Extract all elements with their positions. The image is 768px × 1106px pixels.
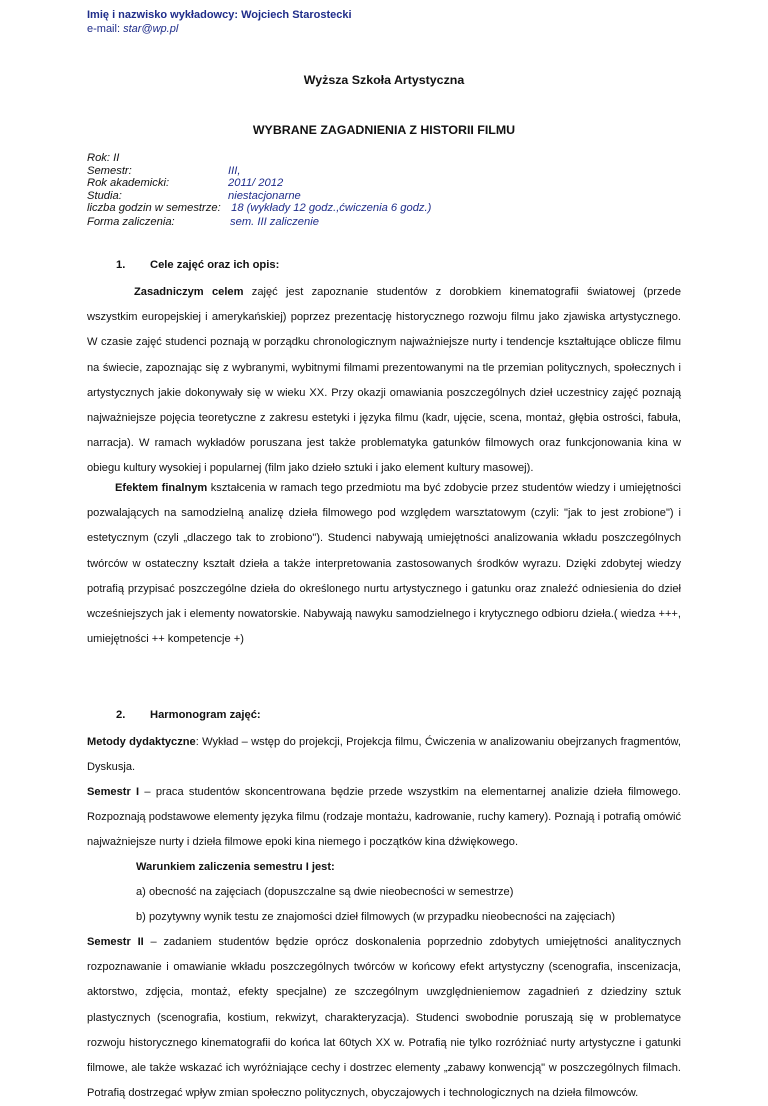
semester-1-paragraph: Semestr I – praca studentów skoncentrowana będzie przede wszystkim na elementarnej analizie dzieła filmowego. Rozpoznają podstawowe elementy języka filmu (rodzaje montażu, kadrowanie, ruchy kamery). Poznają i potrafią omówić najważniejsze nurty i dzieła filmowe epoki kina niemego i początków kina dźwiękowego. — [87, 786, 681, 849]
email-line — [87, 22, 352, 36]
email-link[interactable]: star@wp.pl — [123, 23, 179, 35]
section-heading-1: 1. Cele zajęć oraz ich opis: — [116, 259, 280, 271]
outcome-paragraph: Efektem finalnym kształcenia w ramach tego przedmiotu ma być zdobycie przez studentów wiedzy i umiejętności pozwalających na samodzielną analizę dzieła filmowego pod względem warsztatowym (czyli: "jak to jest zrobione") i estetycznym (czyli „dlaczego tak to zrobiono"). Studenci nabywają umiejętności analizowania wkładu poszczególnych twórców w ostateczny kształt dzieła a także interpretowania zastosowanych środków wyrazu. Dzięki zdobytej wiedzy potrafią przypisać poszczególne dzieła do określonego nurtu artystycznego i gatunku oraz znaleźć odniesienia do dzieł wcześniejszych jak i elementy nowatorskie. Nabywają nawyku samodzielnego i krytycznego odbioru dzieła.( wiedza +++, umiejętności ++ kompetencje +) — [87, 482, 682, 646]
goals-paragraph: Zasadniczym celem zajęć jest zapoznanie studentów z dorobkiem kinematografii światowej (przede wszystkim europejskiej i amerykańskiej) poprzez prezentację historycznego rozwoju filmu jako zjawiska artystycznego. W czasie zajęć studenci poznają w porządku chronologicznym najważniejsze nurty i tendencje kształtujące oblicze filmu na świecie, zapoznając się z wybranymi, wybitnymi filmami prezentowanymi na tle przemian politycznych, społecznych i artystycznych jakie dokonywały się w wieku XX. Przy okazji omawiania poszczególnych dzieł uczestnicy zajęć poznają najważniejsze pojęcia teoretyczne z zakresu estetyki i języka filmu (kadr, ujęcie, scena, montaż, głębia ostrości, fabuła, narracja). W ramach wykładów poruszana jest także problematyka gatunków filmowych oraz funkcjonowania kina w obiegu kultury wysokiej i popularnej (film jako dzieło sztuki i jako element kultury masowej). — [87, 286, 681, 475]
section-heading-2: 2. Harmonogram zajęć: — [116, 709, 261, 721]
form-label: Forma zaliczenia: — [87, 216, 175, 228]
meta-row: Rok akademicki: 2011/ 2012 — [87, 177, 284, 190]
lecturer-label: Imię i nazwisko wykładowcy: — [87, 9, 238, 21]
meta-row: Semestr: III, — [87, 164, 241, 177]
school-name: Wyższa Szkoła Artystyczna — [303, 73, 465, 87]
form-value: sem. III zaliczenie — [230, 216, 319, 228]
meta-row: Rok: II — [87, 152, 120, 164]
lecturer-header — [87, 8, 352, 36]
meta-row: Studia: niestacjonarne — [87, 189, 301, 202]
lecturer-name: Wojciech Starostecki — [241, 9, 352, 21]
form-of-credit — [87, 216, 319, 228]
email-label: e-mail: — [87, 23, 121, 35]
course-meta — [87, 152, 431, 215]
credit-condition-a: a) obecność na zajęciach (dopuszczalne są dwie nieobecności w semestrze) — [136, 886, 514, 898]
credit-condition-b: b) pozytywny wynik testu ze znajomości dzieł filmowych (w przypadku nieobecności na zajęciach) — [136, 911, 616, 923]
semester-2-paragraph: Semestr II – zadaniem studentów będzie oprócz doskonalenia poprzednio zdobytych umiejętności analitycznych rozpoznawanie i omawianie wkładu poszczególnych twórców w końcowy efekt artystyczny (scenografia, inscenizacja, aktorstwo, zdjęcia, montaż, efekty specjalne) ze szczególnym uwzględnieniemow zagadnień z dziedziny sztuk plastycznych (scenografia, kostium, rekwizyt, charakteryzacja). Studenci swobodnie poruszają się w problematyce rozwoju historycznego kinematografii do końca lat 60tych XX w. Potrafią nie tylko rozróżniać nurty artystyczne i gatunki filmowe, ale także wskazać ich wyróżniające cechy i dostrzec elementy „zabawy konwencją" w poszczególnych filmach. Potrafią dostrzegać wpływ zmian społeczno politycznych, obyczajowych i technologicznych na dzieła filmowców. — [87, 936, 682, 1100]
meta-row: liczba godzin w semestrze: 18 (wykłady 12 godz.,ćwiczenia 6 godz.) — [87, 202, 432, 215]
course-title: WYBRANE ZAGADNIENIA Z HISTORII FILMU — [252, 123, 516, 137]
methods-paragraph: Metody dydaktyczne: Wykład – wstęp do projekcji, Projekcja filmu, Ćwiczenia w analizowaniu obejrzanych fragmentów, Dyskusja. — [87, 736, 681, 774]
lecturer-line — [87, 8, 352, 22]
credit-conditions-title: Warunkiem zaliczenia semestru I jest: — [136, 861, 335, 873]
